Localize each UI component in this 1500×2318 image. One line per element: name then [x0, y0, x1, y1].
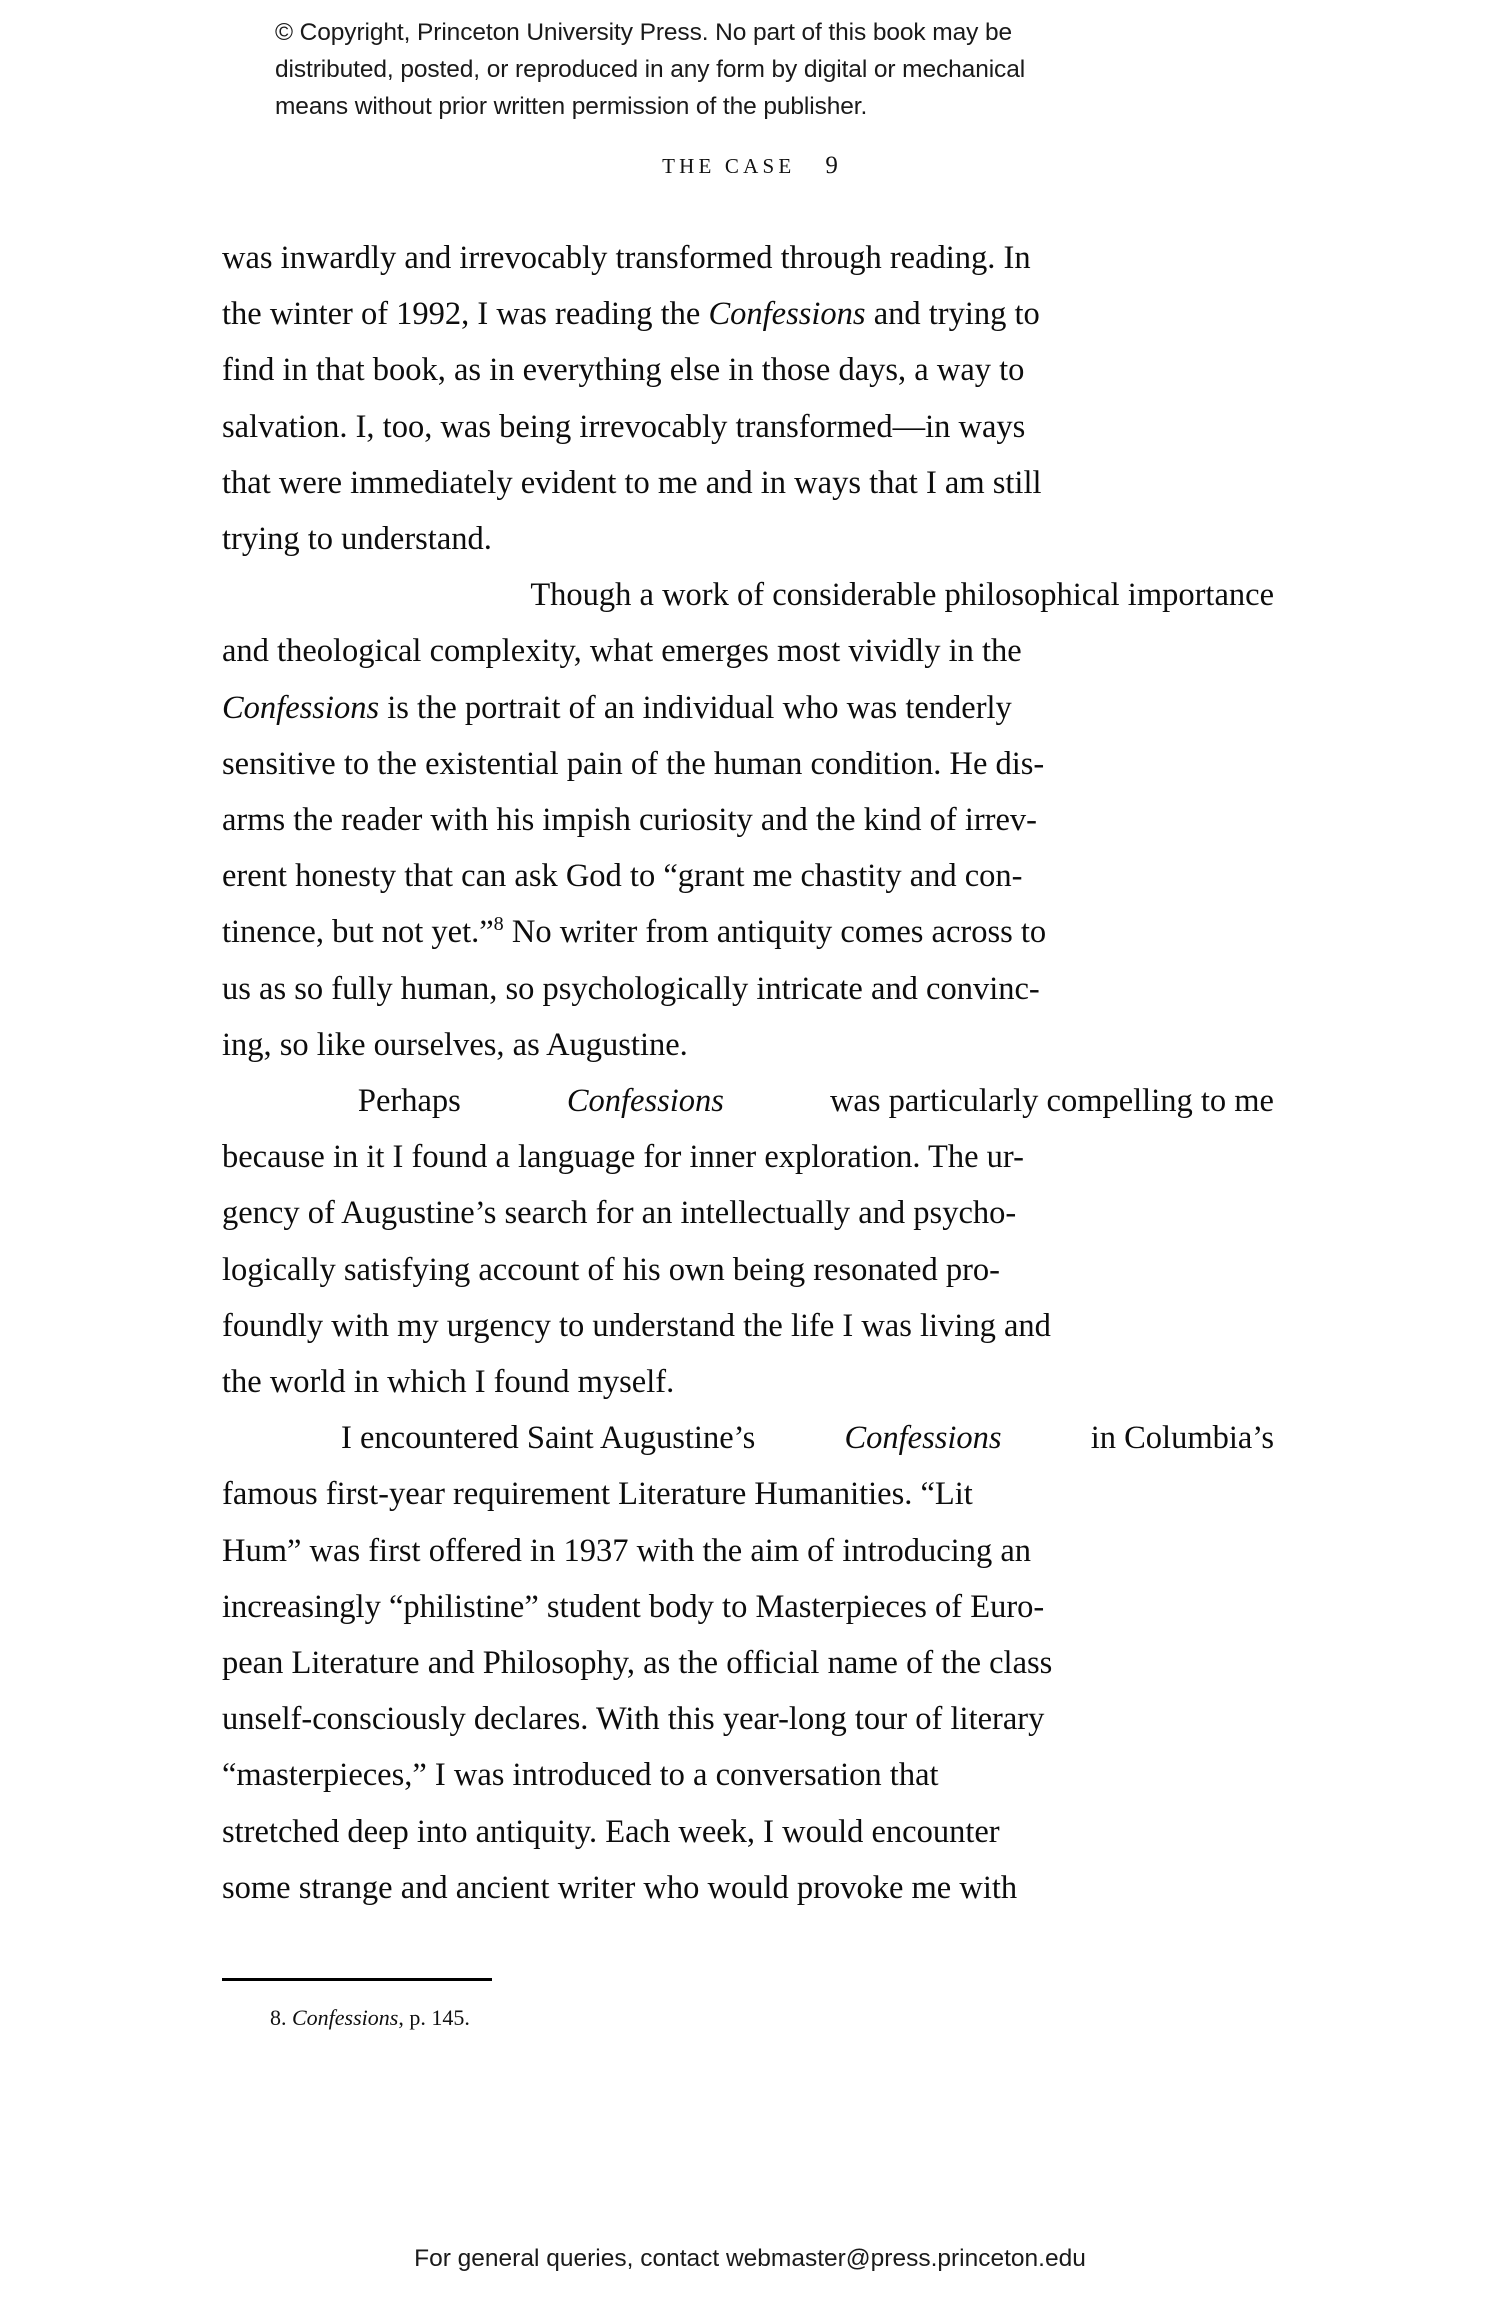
footnote-entry	[222, 2003, 1274, 2033]
footnote-number: 8.	[270, 2005, 287, 2030]
book-title-italic: Confessions	[708, 296, 866, 333]
footnote-separator-rule	[222, 1978, 492, 1981]
book-title-italic: Confessions	[222, 689, 380, 726]
text-line: tinence, but not yet.”$^8$ No writer from antiquity comes across to	[222, 913, 1047, 951]
footnote-citation: , p. 145.	[398, 2005, 470, 2030]
text-line: ing, so like ourselves, as Augustine.	[222, 1026, 688, 1063]
text-line: arms the reader with his impish curiosity and the kind of irrev-	[222, 802, 1038, 839]
text-line: Though a work of considerable philosophical importance	[222, 567, 1274, 623]
copyright-line-1: © Copyright, Princeton University Press. No part of this book may be	[275, 19, 1013, 46]
text-line: because in it I found a language for inner exploration. The ur-	[222, 1139, 1024, 1176]
paragraph-indent	[222, 1073, 260, 1129]
text-line: Hum” was first offered in 1937 with the aim of introducing an	[222, 1532, 1032, 1569]
text-line: the winter of 1992, I was reading the Confessions and trying to	[222, 296, 1040, 333]
text-line: stretched deep into antiquity. Each week, I would encounter	[222, 1813, 1000, 1850]
text-line: some strange and ancient writer who would provoke me with	[222, 1869, 1018, 1906]
text-line: unself-consciously declares. With this year-long tour of literary	[222, 1701, 1045, 1738]
page-number: 9	[825, 152, 838, 179]
text-line: us as so fully human, so psychologically intricate and convinc-	[222, 970, 1040, 1007]
text-line: Perhaps Confessions was particularly compelling to me	[222, 1073, 1274, 1129]
copyright-notice	[275, 14, 1225, 125]
footnote-title-italic: Confessions	[292, 2005, 399, 2030]
text-line: erent honesty that can ask God to “grant me chastity and con-	[222, 858, 1023, 895]
text-line: trying to understand.	[222, 521, 492, 558]
paragraph-indent	[222, 1410, 260, 1466]
text-line: famous first-year requirement Literature Humanities. “Lit	[222, 1476, 973, 1513]
paragraph-4	[222, 1410, 1274, 1916]
text-line: salvation. I, too, was being irrevocably transformed—in ways	[222, 408, 1026, 445]
text-line: foundly with my urgency to understand the life I was living and	[222, 1307, 1051, 1344]
running-head-title: THE CASE	[662, 154, 796, 178]
text-line: logically satisfying account of his own being resonated pro-	[222, 1251, 1001, 1288]
copyright-line-2: distributed, posted, or reproduced in any form by digital or mechanical	[275, 56, 1026, 83]
text-line: increasingly “philistine” student body to Masterpieces of Euro-	[222, 1588, 1045, 1625]
footnote-marker: 8	[493, 913, 504, 936]
book-title-italic: Confessions	[844, 1420, 1002, 1457]
footnote-area	[222, 1978, 1274, 2033]
paragraph-indent	[222, 567, 260, 623]
text-line: sensitive to the existential pain of the human condition. He dis-	[222, 745, 1045, 782]
paragraph-2	[222, 567, 1274, 1073]
text-line: gency of Augustine’s search for an intellectually and psycho-	[222, 1195, 1017, 1232]
text-line: that were immediately evident to me and in ways that I am still	[222, 464, 1042, 501]
paragraph-1	[222, 230, 1274, 567]
running-head	[0, 152, 1500, 180]
book-title-italic: Confessions	[566, 1083, 724, 1120]
text-line: and theological complexity, what emerges most vividly in the	[222, 633, 1022, 670]
body-text	[222, 230, 1274, 1916]
text-line: Confessions is the portrait of an individual who was tenderly	[222, 689, 1012, 726]
text-line: find in that book, as in everything else in those days, a way to	[222, 352, 1025, 389]
text-line: was inwardly and irrevocably transformed through reading. In	[222, 240, 1031, 276]
copyright-line-3: means without prior written permission of the publisher.	[275, 93, 868, 120]
text-line: pean Literature and Philosophy, as the official name of the class	[222, 1645, 1053, 1682]
text-line: the world in which I found myself.	[222, 1364, 675, 1401]
footer-notice: For general queries, contact webmaster@press.princeton.edu	[414, 2245, 1086, 2272]
paragraph-3	[222, 1073, 1274, 1410]
text-line: “masterpieces,” I was introduced to a conversation that	[222, 1757, 939, 1794]
text-line: I encountered Saint Augustine’s Confessions in Columbia’s	[222, 1410, 1274, 1466]
